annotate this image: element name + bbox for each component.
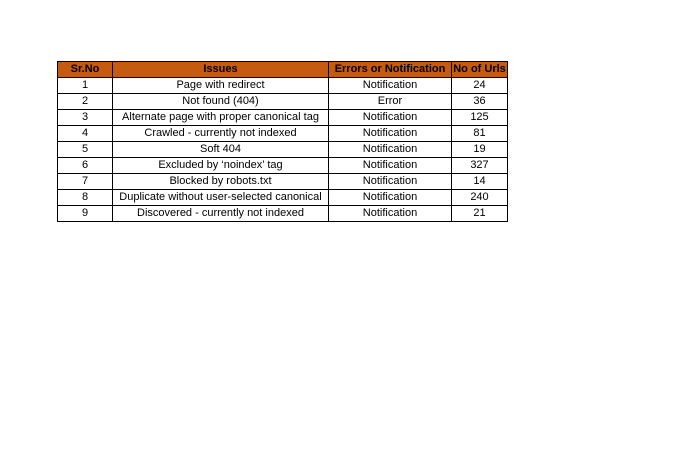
cell-type: Notification [329, 78, 452, 94]
table-row [58, 190, 508, 206]
cell-issue: Page with redirect [113, 78, 329, 94]
cell-issue: Crawled - currently not indexed [113, 126, 329, 142]
cell-type: Error [329, 94, 452, 110]
cell-sr-no: 7 [58, 174, 113, 190]
cell-type: Notification [329, 142, 452, 158]
table-row [58, 174, 508, 190]
cell-type: Notification [329, 158, 452, 174]
header-errors-or-notification: Errors or Notification [329, 62, 452, 78]
cell-url-count: 327 [452, 158, 508, 174]
cell-sr-no: 4 [58, 126, 113, 142]
cell-sr-no: 2 [58, 94, 113, 110]
cell-issue: Excluded by ‘noindex’ tag [113, 158, 329, 174]
cell-issue: Blocked by robots.txt [113, 174, 329, 190]
cell-url-count: 14 [452, 174, 508, 190]
table-row [58, 110, 508, 126]
issues-table [57, 61, 508, 222]
table-row [58, 142, 508, 158]
table-row [58, 158, 508, 174]
header-no-of-urls: No of Urls [452, 62, 508, 78]
cell-issue: Discovered - currently not indexed [113, 206, 329, 222]
table-row [58, 78, 508, 94]
cell-issue: Duplicate without user-selected canonical [113, 190, 329, 206]
cell-sr-no: 8 [58, 190, 113, 206]
cell-url-count: 24 [452, 78, 508, 94]
cell-type: Notification [329, 126, 452, 142]
cell-type: Notification [329, 110, 452, 126]
header-sr-no: Sr.No [58, 62, 113, 78]
cell-sr-no: 1 [58, 78, 113, 94]
table-row [58, 206, 508, 222]
header-row [58, 62, 508, 78]
cell-sr-no: 6 [58, 158, 113, 174]
cell-type: Notification [329, 190, 452, 206]
cell-type: Notification [329, 174, 452, 190]
cell-url-count: 81 [452, 126, 508, 142]
table-row [58, 126, 508, 142]
cell-sr-no: 5 [58, 142, 113, 158]
cell-sr-no: 9 [58, 206, 113, 222]
cell-issue: Soft 404 [113, 142, 329, 158]
cell-type: Notification [329, 206, 452, 222]
cell-url-count: 240 [452, 190, 508, 206]
table-row [58, 94, 508, 110]
cell-issue: Alternate page with proper canonical tag [113, 110, 329, 126]
cell-url-count: 125 [452, 110, 508, 126]
header-issues: Issues [113, 62, 329, 78]
cell-sr-no: 3 [58, 110, 113, 126]
cell-url-count: 19 [452, 142, 508, 158]
cell-url-count: 21 [452, 206, 508, 222]
cell-url-count: 36 [452, 94, 508, 110]
cell-issue: Not found (404) [113, 94, 329, 110]
